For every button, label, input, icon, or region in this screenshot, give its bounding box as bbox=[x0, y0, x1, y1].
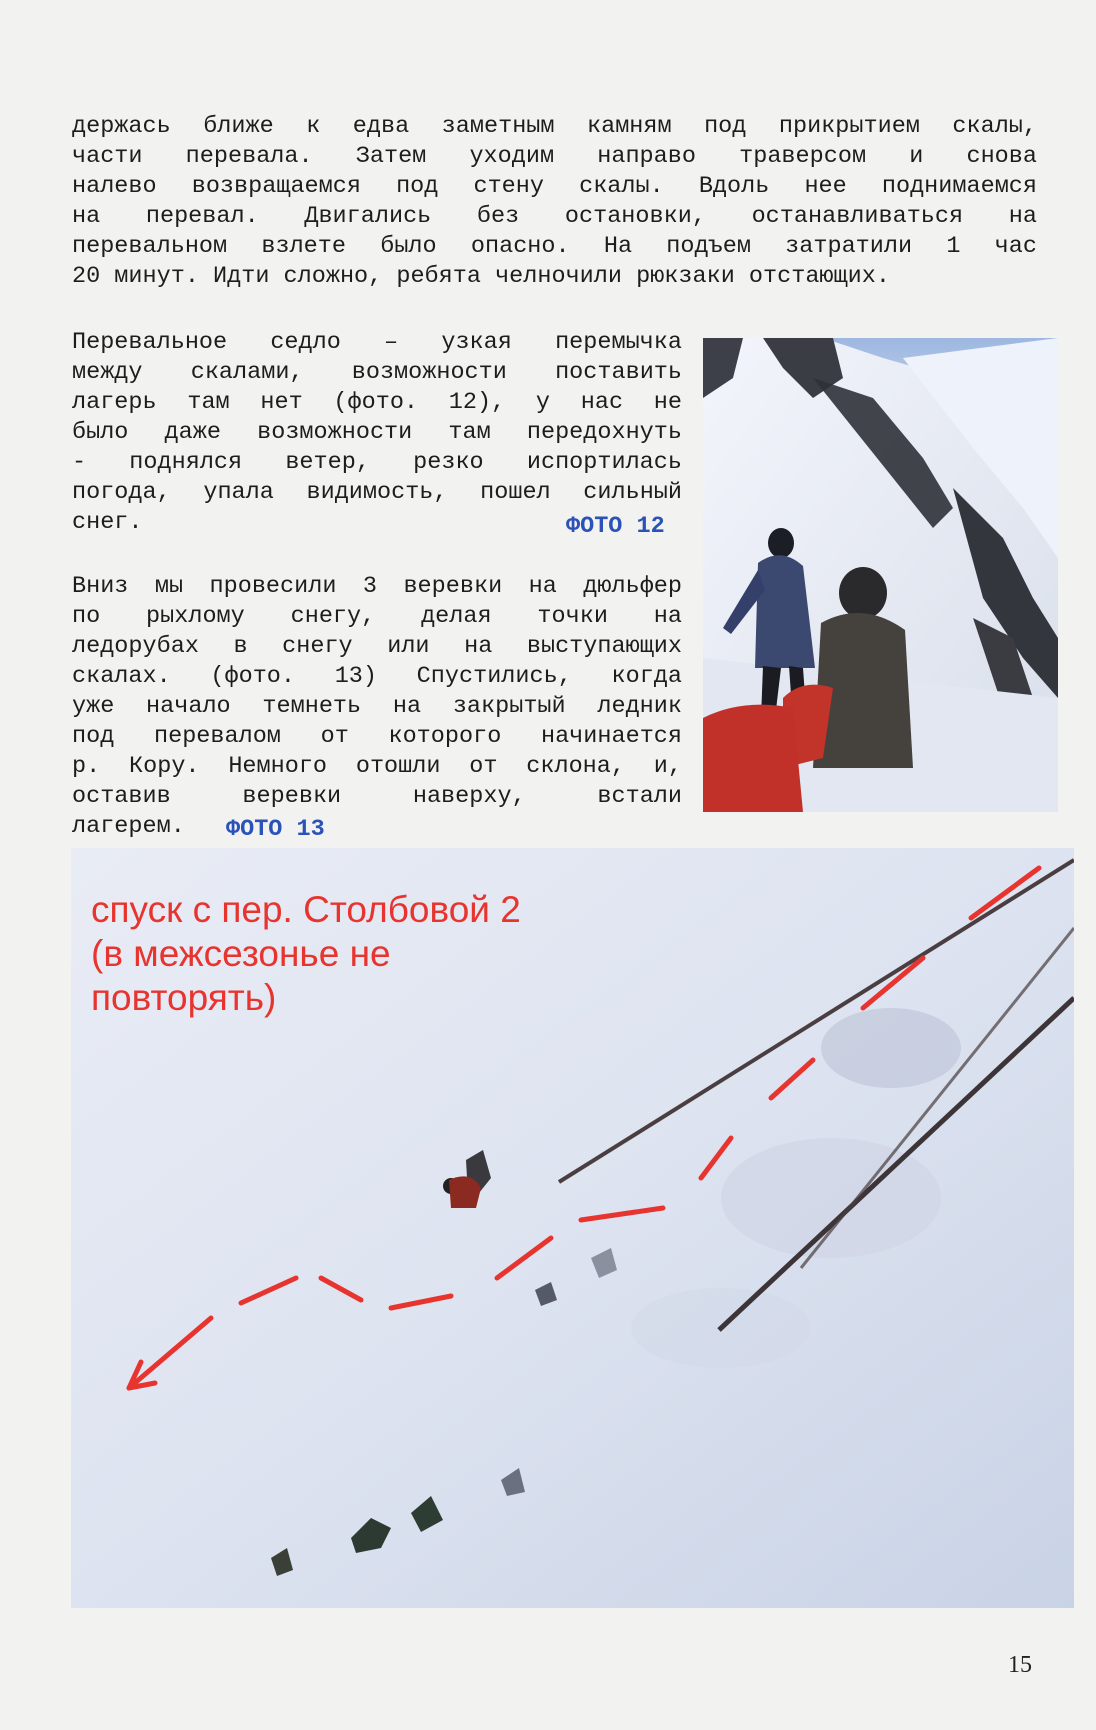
text-line: уже начало темнеть на закрытый ледник bbox=[72, 693, 682, 720]
route-annotation bbox=[91, 888, 521, 1020]
text-line: 20 минут. Идти сложно, ребята челночили рюкзаки отстающих. bbox=[72, 263, 890, 290]
text-line: погода, упала видимость, пошел сильный bbox=[72, 479, 682, 506]
text-line: между скалами, возможности поставить bbox=[72, 359, 682, 386]
text-line: лагерем. bbox=[72, 813, 185, 840]
route-annotation-line: повторять) bbox=[91, 977, 277, 1018]
text-line: оставив веревки наверху, встали bbox=[72, 783, 682, 810]
page-number: 15 bbox=[1008, 1652, 1032, 1678]
text-line: Перевальное седло – узкая перемычка bbox=[72, 329, 682, 356]
text-line: части перевала. Затем уходим направо траверсом и снова bbox=[72, 143, 1037, 170]
text-line: было даже возможности там передохнуть bbox=[72, 419, 682, 446]
paragraph-saddle bbox=[72, 328, 682, 538]
text-line: перевальном взлете было опасно. На подъем затратили 1 час bbox=[72, 233, 1037, 260]
paragraph-descent bbox=[72, 572, 682, 842]
text-line: снег. bbox=[72, 509, 143, 536]
route-annotation-line: (в межсезонье не bbox=[91, 933, 391, 974]
text-line: ледорубах в снегу или на выступающих bbox=[72, 633, 682, 660]
text-line: держась ближе к едва заметным камням под прикрытием скалы, bbox=[72, 113, 1037, 140]
text-line: под перевалом от которого начинается bbox=[72, 723, 682, 750]
text-line: скалах. (фото. 13) Спустились, когда bbox=[72, 663, 682, 690]
text-line: Вниз мы провесили 3 веревки на дюльфер bbox=[72, 573, 682, 600]
text-line: р. Кору. Немного отошли от склона, и, bbox=[72, 753, 682, 780]
text-line: лагерь там нет (фото. 12), у нас не bbox=[72, 389, 682, 416]
route-annotation-line: спуск с пер. Столбовой 2 bbox=[91, 889, 521, 930]
paragraph-ascent bbox=[72, 112, 1037, 292]
text-line: на перевал. Двигались без остановки, останавливаться на bbox=[72, 203, 1037, 230]
text-line: - поднялся ветер, резко испортилась bbox=[72, 449, 682, 476]
text-line: налево возвращаемся под стену скалы. Вдоль нее поднимаемся bbox=[72, 173, 1037, 200]
photo-12 bbox=[703, 338, 1058, 812]
text-line: по рыхлому снегу, делая точки на bbox=[72, 603, 682, 630]
photo-12-caption: ФОТО 12 bbox=[566, 513, 665, 540]
photo-13-caption: ФОТО 13 bbox=[226, 816, 325, 843]
photo-13 bbox=[71, 848, 1074, 1608]
